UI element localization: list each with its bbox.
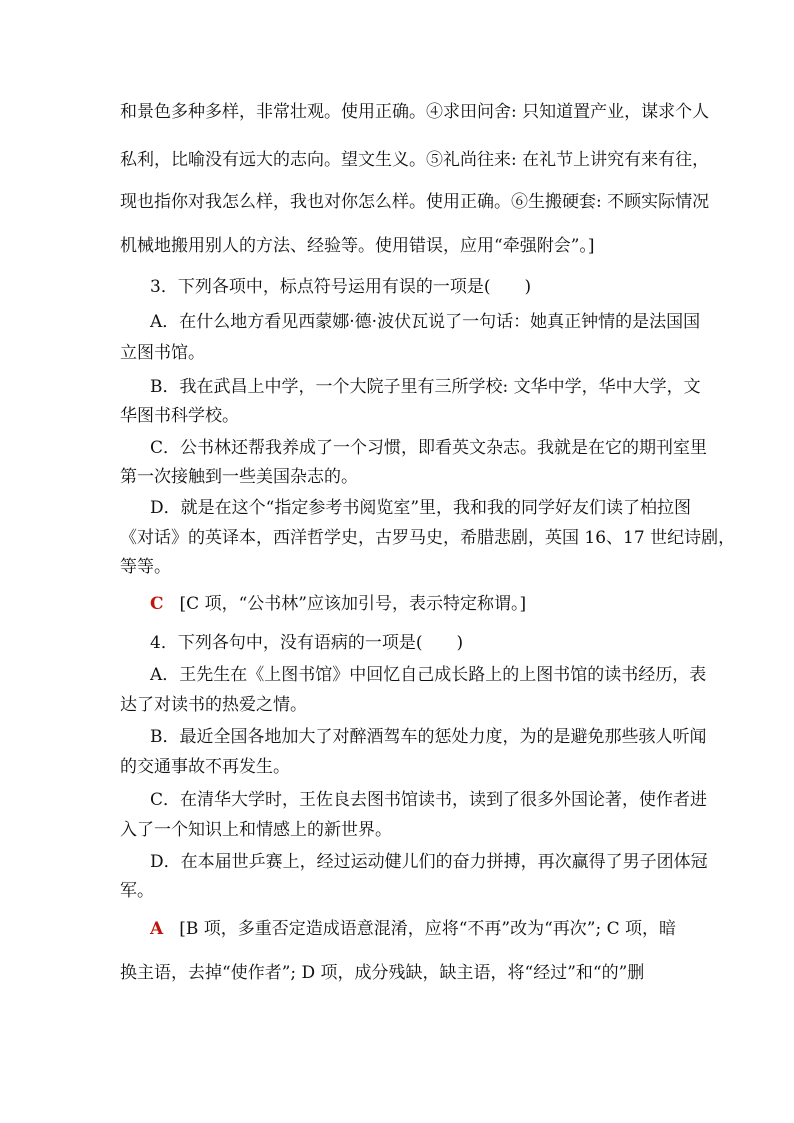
question-4-option-a-cont: 达了对读书的热爱之情。 — [120, 695, 307, 715]
question-4-option-c-cont: 入了一个知识上和情感上的新世界。 — [120, 820, 392, 840]
question-3-option-d: D．就是在这个“指定参考书阅览室”里，我和我的同学好友们读了柏拉图 — [150, 498, 692, 518]
question-4-option-d-cont: 军。 — [120, 881, 154, 901]
question-3-stem: 3．下列各项中，标点符号运用有误的一项是( ) — [150, 277, 532, 297]
question-4-answer — [150, 918, 676, 940]
explanation-line: 现也指你对我怎么样，我也对你怎么样。使用正确。⑥生搬硬套: 不顾实际情况 — [120, 192, 710, 212]
question-4-option-b-cont: 的交通事故不再发生。 — [120, 757, 290, 777]
question-3-option-d-cont: 《对话》的英译本，西洋哲学史，古罗马史，希腊悲剧，英国 16、17 世纪诗剧， — [120, 528, 736, 548]
answer-letter: A — [150, 919, 164, 939]
question-4-option-b: B．最近全国各地加大了对醉酒驾车的惩处力度，为的是避免那些骇人听闻 — [150, 727, 707, 747]
explanation-line: 私利，比喻没有远大的志向。望文生义。⑤礼尚往来: 在礼节上讲究有来有往， — [120, 150, 710, 170]
question-3-option-b-cont: 华图书科学校。 — [120, 406, 239, 426]
answer-explanation: [C 项，“公书林”应该加引号，表示特定称谓。] — [179, 594, 527, 614]
question-3-option-d-cont: 等等。 — [120, 557, 171, 577]
question-4-answer-cont: 换主语，去掉“使作者”; D 项，成分残缺，缺主语，将“经过”和“的”删 — [120, 963, 645, 983]
answer-letter: C — [150, 594, 164, 614]
question-4-option-c: C．在清华大学时，王佐良去图书馆读书，读到了很多外国论著，使作者进 — [150, 790, 708, 810]
question-3-answer — [150, 593, 526, 615]
question-4-stem: 4．下列各句中，没有语病的一项是( ) — [150, 633, 464, 653]
question-3-option-a: A．在什么地方看见西蒙娜·德·波伏瓦说了一句话：她真正钟情的是法国国 — [150, 312, 701, 332]
question-4-option-a: A．王先生在《上图书馆》中回忆自己成长路上的上图书馆的读书经历，表 — [150, 665, 707, 685]
question-3-option-c: C．公书林还帮我养成了一个习惯，即看英文杂志。我就是在它的期刊室里 — [150, 438, 708, 458]
answer-explanation: [B 项，多重否定造成语意混淆，应将“不再”改为“再次”; C 项，暗 — [179, 919, 677, 939]
question-3-option-b: B．我在武昌上中学，一个大院子里有三所学校: 文华中学，华中大学，文 — [150, 377, 701, 397]
question-4-option-d: D．在本届世乒赛上，经过运动健儿们的奋力拼搏，再次赢得了男子团体冠 — [150, 852, 708, 872]
explanation-line: 和景色多种多样，非常壮观。使用正确。④求田问舍: 只知道置产业，谋求个人 — [120, 102, 710, 122]
explanation-line: 机械地搬用别人的方法、经验等。使用错误，应用“牵强附会”。] — [120, 236, 595, 256]
question-3-option-a-cont: 立图书馆。 — [120, 343, 205, 363]
question-3-option-c-cont: 第一次接触到一些美国杂志的。 — [120, 467, 358, 487]
